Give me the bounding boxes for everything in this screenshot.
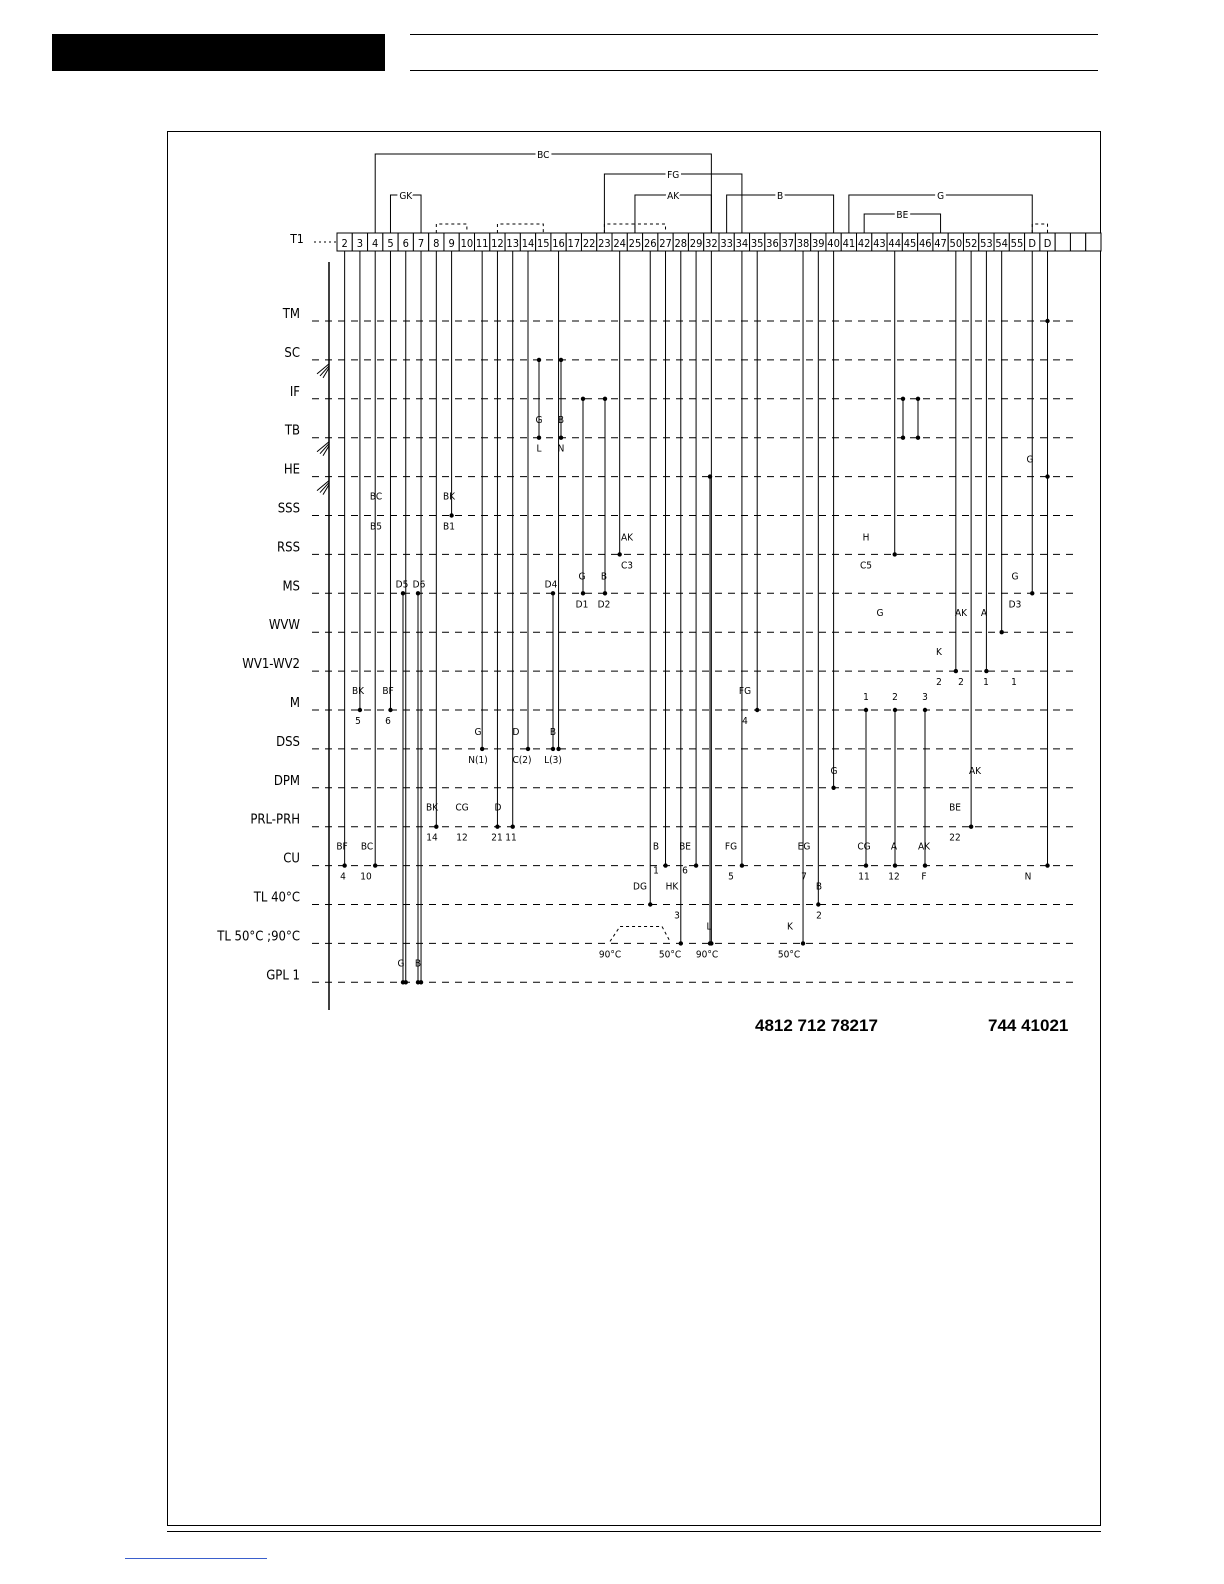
wire-label: AK <box>917 841 931 853</box>
component-label: IF <box>289 384 300 400</box>
component-label: WVW <box>268 618 300 634</box>
wire-label: D2 <box>597 599 611 611</box>
wire-label: 50°C <box>777 949 801 961</box>
wire-junction <box>969 825 973 829</box>
wire-junction <box>581 397 585 401</box>
wire-label: 90°C <box>598 949 622 961</box>
wire-label: 5 <box>728 871 734 883</box>
wire-junction <box>537 436 541 440</box>
terminal-number: 15 <box>536 237 550 250</box>
terminal-number: 10 <box>460 237 474 250</box>
bridge-label: GK <box>399 191 413 202</box>
wire-labels <box>336 415 1033 970</box>
wire-label: FG <box>724 841 738 853</box>
component-label: GPL 1 <box>266 968 300 984</box>
terminal-number: 26 <box>643 237 657 250</box>
terminal-number: 13 <box>506 237 520 250</box>
wire-label: C3 <box>620 560 634 572</box>
terminal-number: 40 <box>827 237 840 250</box>
wire-junction <box>663 863 667 867</box>
wire-label: CG <box>857 841 871 853</box>
wire-junction <box>480 747 484 751</box>
wire-junction <box>893 708 897 712</box>
wire-label: N <box>1024 871 1032 883</box>
terminal-number: 45 <box>903 237 917 250</box>
component-label: DPM <box>273 773 300 789</box>
component-label: DSS <box>276 734 300 750</box>
terminal-number: 2 <box>341 237 348 250</box>
wire-junction <box>831 786 835 790</box>
wire-label: FG <box>738 686 752 697</box>
wire-junction <box>923 863 927 867</box>
terminal-number: 22 <box>582 237 596 250</box>
wire-junction <box>434 825 438 829</box>
wire-label: 1 <box>653 865 659 877</box>
terminal-number: 32 <box>705 237 718 250</box>
terminal-block <box>289 232 1101 251</box>
wire-junction <box>401 591 405 595</box>
wire-label: N(1) <box>468 754 488 766</box>
bridge-wire <box>375 154 711 233</box>
wire-label: D4 <box>544 579 558 591</box>
dashed-link <box>604 224 635 233</box>
wire-junction <box>551 747 555 751</box>
dashed-link <box>497 224 543 233</box>
wire-label: 11 <box>505 832 517 844</box>
wire-label: D3 <box>1008 599 1022 611</box>
wire-junction <box>526 747 530 751</box>
terminal-number: 53 <box>980 237 993 250</box>
terminal-number: 38 <box>796 237 810 250</box>
wire-junction <box>893 863 897 867</box>
terminal-number: 55 <box>1010 237 1024 250</box>
wire-junction <box>1045 319 1049 323</box>
wire-label: BE <box>949 802 961 814</box>
terminal-number: 37 <box>781 237 795 250</box>
wire-label: CG <box>455 802 469 814</box>
wire-junction <box>923 708 927 712</box>
wire-label: L <box>706 921 712 933</box>
wire-junction <box>893 552 897 556</box>
wire-junction <box>816 902 820 906</box>
wire-label: D <box>512 726 520 738</box>
wire-junction <box>708 941 712 945</box>
wire-label: K <box>936 647 942 659</box>
wire-junction <box>954 669 958 673</box>
wire-label: G <box>397 958 405 970</box>
wire-label: B1 <box>443 521 455 533</box>
wire-junction <box>416 591 420 595</box>
wire-junction <box>999 630 1003 634</box>
wire-junction <box>694 863 698 867</box>
wire-label: D <box>494 802 502 814</box>
terminal-number: 6 <box>402 237 409 250</box>
wire-label: 10 <box>360 871 372 883</box>
bridge-label: G <box>937 191 945 202</box>
component-label: SSS <box>277 501 300 517</box>
dashed-link <box>436 224 467 233</box>
wire-junction <box>755 708 759 712</box>
wire-junction <box>559 436 563 440</box>
component-label: CU <box>283 851 300 867</box>
wire-label: N <box>557 443 565 455</box>
terminal-cell <box>1086 233 1101 251</box>
wire-junction <box>551 591 555 595</box>
terminal-number: 23 <box>598 237 611 250</box>
wire-label: B <box>652 841 660 853</box>
wire-junction <box>984 669 988 673</box>
wire-label: 3 <box>922 692 928 703</box>
terminal-number: 4 <box>372 237 379 250</box>
bridge-label: AK <box>667 191 680 202</box>
wire-label: BE <box>679 841 691 853</box>
wire-label: G <box>830 765 838 777</box>
wire-junction <box>581 591 585 595</box>
wire-junction <box>537 358 541 362</box>
wire-label: 1 <box>863 692 869 703</box>
wire-label: BF <box>336 841 348 853</box>
wire-label: AK <box>620 532 634 544</box>
wire-label: L <box>536 443 542 455</box>
terminal-number: 36 <box>766 237 779 250</box>
terminal-bridges <box>375 150 1047 233</box>
terminal-number: 27 <box>659 237 672 250</box>
wire-junction <box>449 513 453 517</box>
component-rails <box>216 262 1076 1010</box>
component-label: SC <box>284 345 300 361</box>
wire-label: D1 <box>575 599 589 611</box>
component-label: TM <box>282 307 300 322</box>
terminal-number: 16 <box>552 237 565 250</box>
wire-label: A <box>890 841 898 853</box>
terminal-number: 5 <box>387 237 394 250</box>
wire-label: HK <box>665 881 679 893</box>
wire-label: 4 <box>340 871 346 883</box>
wire-label: 2 <box>958 677 964 689</box>
wire-junction <box>358 708 362 712</box>
wire-junction <box>864 863 868 867</box>
terminal-number: 29 <box>689 237 703 250</box>
wire-label: G <box>876 608 884 620</box>
wire-label: DG <box>633 881 647 893</box>
wire-label: AK <box>968 765 982 777</box>
wire-label: 2 <box>892 692 898 703</box>
terminal-number: 41 <box>842 237 856 250</box>
component-label: TL 50°C ;90°C <box>217 929 300 945</box>
wire-junction <box>603 591 607 595</box>
wire-junction <box>901 436 905 440</box>
component-label: TL 40°C <box>253 890 300 906</box>
dashed-link <box>1032 224 1047 233</box>
wire-label: H <box>862 532 870 544</box>
terminal-number: 33 <box>720 237 733 250</box>
wire-label: BK <box>425 802 439 814</box>
terminal-number: 9 <box>448 237 455 250</box>
wire-label: 1 <box>1011 677 1017 689</box>
wire-label: A <box>980 608 988 620</box>
wire-junction <box>801 941 805 945</box>
wire-junction <box>901 397 905 401</box>
wire-label: 50°C <box>658 949 682 961</box>
wire-label: D5 <box>395 579 409 591</box>
wire-label: K <box>787 921 793 933</box>
wire-junction <box>559 358 563 362</box>
bridge-wire <box>604 174 742 233</box>
wire-label: 7 <box>801 871 807 883</box>
wire-junction <box>708 474 712 478</box>
terminal-number: 54 <box>995 237 1008 250</box>
wire-junction <box>617 552 621 556</box>
component-label: PRL-PRH <box>250 812 300 828</box>
terminal-number: D <box>1043 237 1052 250</box>
terminal-number: 42 <box>857 237 871 250</box>
wire-label: 2 <box>816 910 822 922</box>
bridge-label: BE <box>896 210 909 221</box>
terminal-number: 35 <box>750 237 764 250</box>
wire-label: 6 <box>385 716 391 727</box>
component-label: RSS <box>277 540 300 556</box>
part-number-left: 4812 712 78217 <box>755 1016 878 1035</box>
wire-junction <box>916 436 920 440</box>
component-label: MS <box>282 579 300 595</box>
terminal-number: 24 <box>613 237 626 250</box>
wire-label: BK <box>442 491 456 503</box>
bridge-label: B <box>777 191 784 202</box>
wire-junction <box>603 397 607 401</box>
wire-label: 3 <box>674 910 680 922</box>
wire-label: G <box>578 571 586 583</box>
terminal-number: 14 <box>521 237 535 250</box>
terminal-number: 44 <box>888 237 902 250</box>
wire-junction <box>679 941 683 945</box>
terminal-number: 11 <box>475 237 489 250</box>
wire-label: 22 <box>949 832 961 844</box>
wire-label: 90°C <box>695 949 719 961</box>
terminal-cell <box>1070 233 1085 251</box>
wire-junction <box>648 902 652 906</box>
wire-label: G <box>535 414 543 426</box>
component-label: M <box>289 696 300 711</box>
wire-label: 14 <box>426 832 438 844</box>
wire-junction <box>1045 474 1049 478</box>
wire-label: G <box>1011 571 1019 583</box>
component-label: HE <box>283 462 300 478</box>
terminal-block-label: T1 <box>290 232 304 246</box>
wire-label: EG <box>797 841 811 853</box>
component-label: WV1-WV2 <box>242 657 300 673</box>
wire-junction <box>495 825 499 829</box>
wire-label: 6 <box>682 865 688 877</box>
wire-label: L(3) <box>544 754 562 766</box>
terminal-number: 28 <box>674 237 688 250</box>
wire-junction <box>388 708 392 712</box>
terminal-number: D <box>1028 237 1037 250</box>
wire-junction <box>1030 591 1034 595</box>
terminal-number: 8 <box>433 237 440 250</box>
bridge-label: BC <box>537 150 550 161</box>
bridge-label: FG <box>667 170 680 181</box>
wire-label: BC <box>369 491 383 503</box>
wire-label: B5 <box>370 521 382 533</box>
dashed-link <box>635 224 666 233</box>
wire-junction <box>373 863 377 867</box>
wire-label: C(2) <box>512 754 532 766</box>
wire-label: G <box>1026 454 1034 466</box>
wire-junction <box>1045 863 1049 867</box>
terminal-number: 3 <box>356 237 364 250</box>
terminal-number: 50 <box>949 237 963 250</box>
terminal-number: 25 <box>628 237 642 250</box>
terminal-number: 39 <box>812 237 825 250</box>
wire-junction <box>511 825 515 829</box>
wire-label: 11 <box>858 871 870 883</box>
terminal-number: 17 <box>567 237 581 250</box>
part-number-right: 744 41021 <box>988 1016 1069 1035</box>
wire-label: G <box>474 726 482 738</box>
terminal-cell <box>1055 233 1070 251</box>
wire-label: F <box>921 871 927 883</box>
wire-junction <box>556 747 560 751</box>
terminal-number: 52 <box>964 237 978 250</box>
footer-link-underline <box>125 1558 267 1559</box>
wire-label: B <box>815 881 823 893</box>
wire-label: B <box>600 571 608 583</box>
terminal-number: 12 <box>491 237 504 250</box>
wires <box>342 251 1049 985</box>
wire-junction <box>864 708 868 712</box>
terminal-number: 43 <box>873 237 886 250</box>
wire-label: BC <box>360 841 374 853</box>
wire-label: AK <box>954 608 968 620</box>
wire-label: 5 <box>355 716 361 727</box>
terminal-number: 34 <box>735 237 749 250</box>
component-label: TB <box>284 423 300 439</box>
wire-label: 1 <box>983 677 989 689</box>
wire-junction <box>416 980 420 984</box>
wire-label: B <box>557 414 565 426</box>
terminal-number: 47 <box>934 237 947 250</box>
thermostat-bracket <box>610 927 670 942</box>
wire-label: B <box>549 726 557 738</box>
terminal-number: 7 <box>417 237 425 250</box>
wire-label: 4 <box>742 716 748 727</box>
wire-junction <box>342 863 346 867</box>
wire-label: 12 <box>888 871 900 883</box>
wire-label: B <box>414 958 422 970</box>
wire-label: 21 <box>491 832 503 844</box>
wire-label: BK <box>351 686 365 697</box>
wire-label: 12 <box>456 832 468 844</box>
wire-label: C5 <box>859 560 873 572</box>
wire-label: D6 <box>412 579 426 591</box>
wire-label: BF <box>382 686 394 697</box>
wire-junction <box>740 863 744 867</box>
terminal-number: 46 <box>918 237 932 250</box>
frame-bottom-rule <box>167 1531 1101 1532</box>
wire-junction <box>916 397 920 401</box>
wire-label: 2 <box>936 677 942 689</box>
wire-junction <box>401 980 405 984</box>
